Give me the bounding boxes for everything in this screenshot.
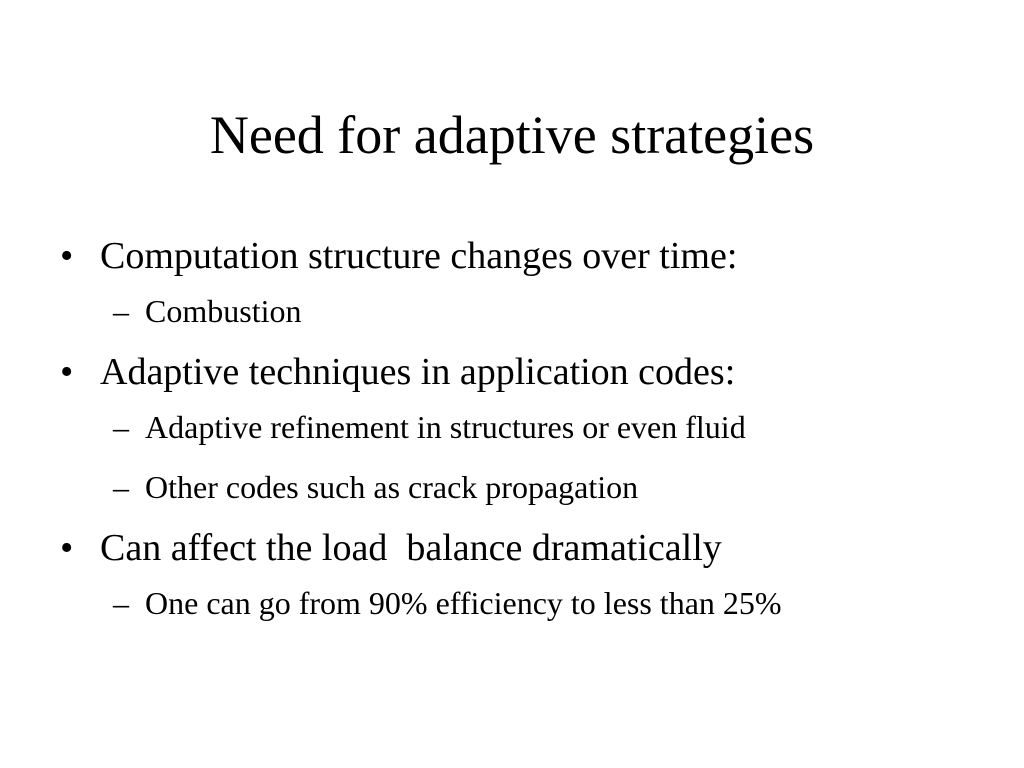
sub-bullet-marker: – [113, 469, 129, 505]
sub-bullet-text: Adaptive refinement in structures or even fluid [145, 409, 746, 445]
bullet-text: Adaptive techniques in application codes: [100, 351, 736, 393]
slide-title: Need for adaptive strategies [209, 105, 815, 165]
bullet-list [60, 232, 990, 640]
bullet-item [60, 524, 990, 572]
sub-bullet-item [60, 582, 990, 624]
sub-bullet-item [60, 466, 990, 508]
bullet-marker: • [60, 351, 74, 393]
bullet-text: Can affect the load balance dramatically [100, 527, 722, 569]
bullet-text: Computation structure changes over time: [100, 235, 738, 277]
sub-bullet-item [60, 290, 990, 332]
bullet-item [60, 348, 990, 396]
sub-bullet-item [60, 406, 990, 448]
sub-bullet-text: One can go from 90% efficiency to less than 25% [145, 585, 782, 621]
bullet-marker: • [60, 527, 74, 569]
bullet-item [60, 232, 990, 280]
sub-bullet-marker: – [113, 409, 129, 445]
sub-bullet-text: Combustion [145, 293, 302, 329]
bullet-marker: • [60, 235, 74, 277]
sub-bullet-marker: – [113, 585, 129, 621]
sub-bullet-marker: – [113, 293, 129, 329]
sub-bullet-text: Other codes such as crack propagation [145, 469, 639, 505]
